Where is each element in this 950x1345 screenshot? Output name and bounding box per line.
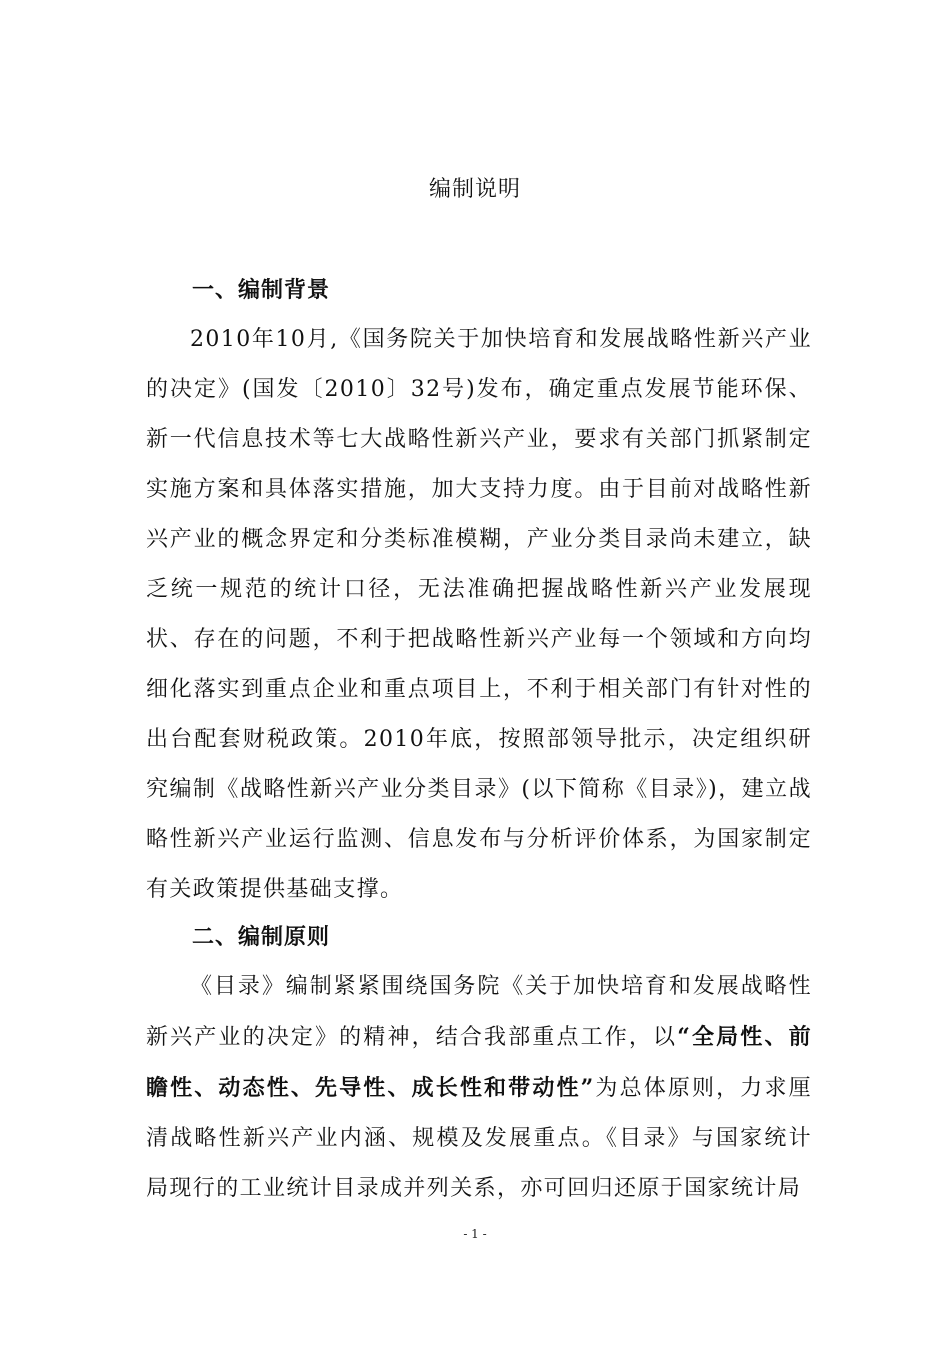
section-heading-background: 一、编制背景 — [192, 277, 331, 303]
page-number: - 1 - — [463, 1227, 487, 1241]
section-paragraph-background: 2010年10月,《国务院关于加快培育和发展战略性新兴产业的决定》(国发〔2010〕32号)发布，确定重点发展节能环保、新一代信息技术等七大战略性新兴产业，要求有关部门抓紧制定实施方案和具体落实措施，加大支持力度。由于目前对战略性新兴产业的概念界定和分类标准模糊，产业分类目录尚未建立，缺乏统一规范的统计口径，无法准确把握战略性新兴产业发展现状、存在的问题，不利于把战略性新兴产业每一个领域和方向均细化落实到重点企业和重点项目上，不利于相关部门有针对性的出台配套财税政策。2010年底，按照部领导批示，决定组织研究编制《战略性新兴产业分类目录》(以下简称《目录》)，建立战略性新兴产业运行监测、信息发布与分析评价体系，为国家制定有关政策提供基础支撑。 — [146, 327, 812, 902]
principles-bold-text: “全局性、前瞻性、动态性、先导性、成长性和带动性” — [146, 1024, 812, 1101]
page-title: 编制说明 — [428, 177, 521, 202]
section-paragraph-principles — [146, 962, 812, 1214]
principles-rest-text: 为总体原则，力求厘清战略性新兴产业内涵、规模及发展重点。《目录》与国家统计局现行的工业统计目录成并列关系，亦可回归还原于国家统计局 — [146, 1076, 812, 1201]
section-heading-principles: 二、编制原则 — [192, 924, 331, 950]
principles-intro-text: 《目录》编制紧紧围绕国务院《关于加快培育和发展战略性新兴产业的决定》的精神，结合我部重点工作，以 — [146, 974, 812, 1050]
